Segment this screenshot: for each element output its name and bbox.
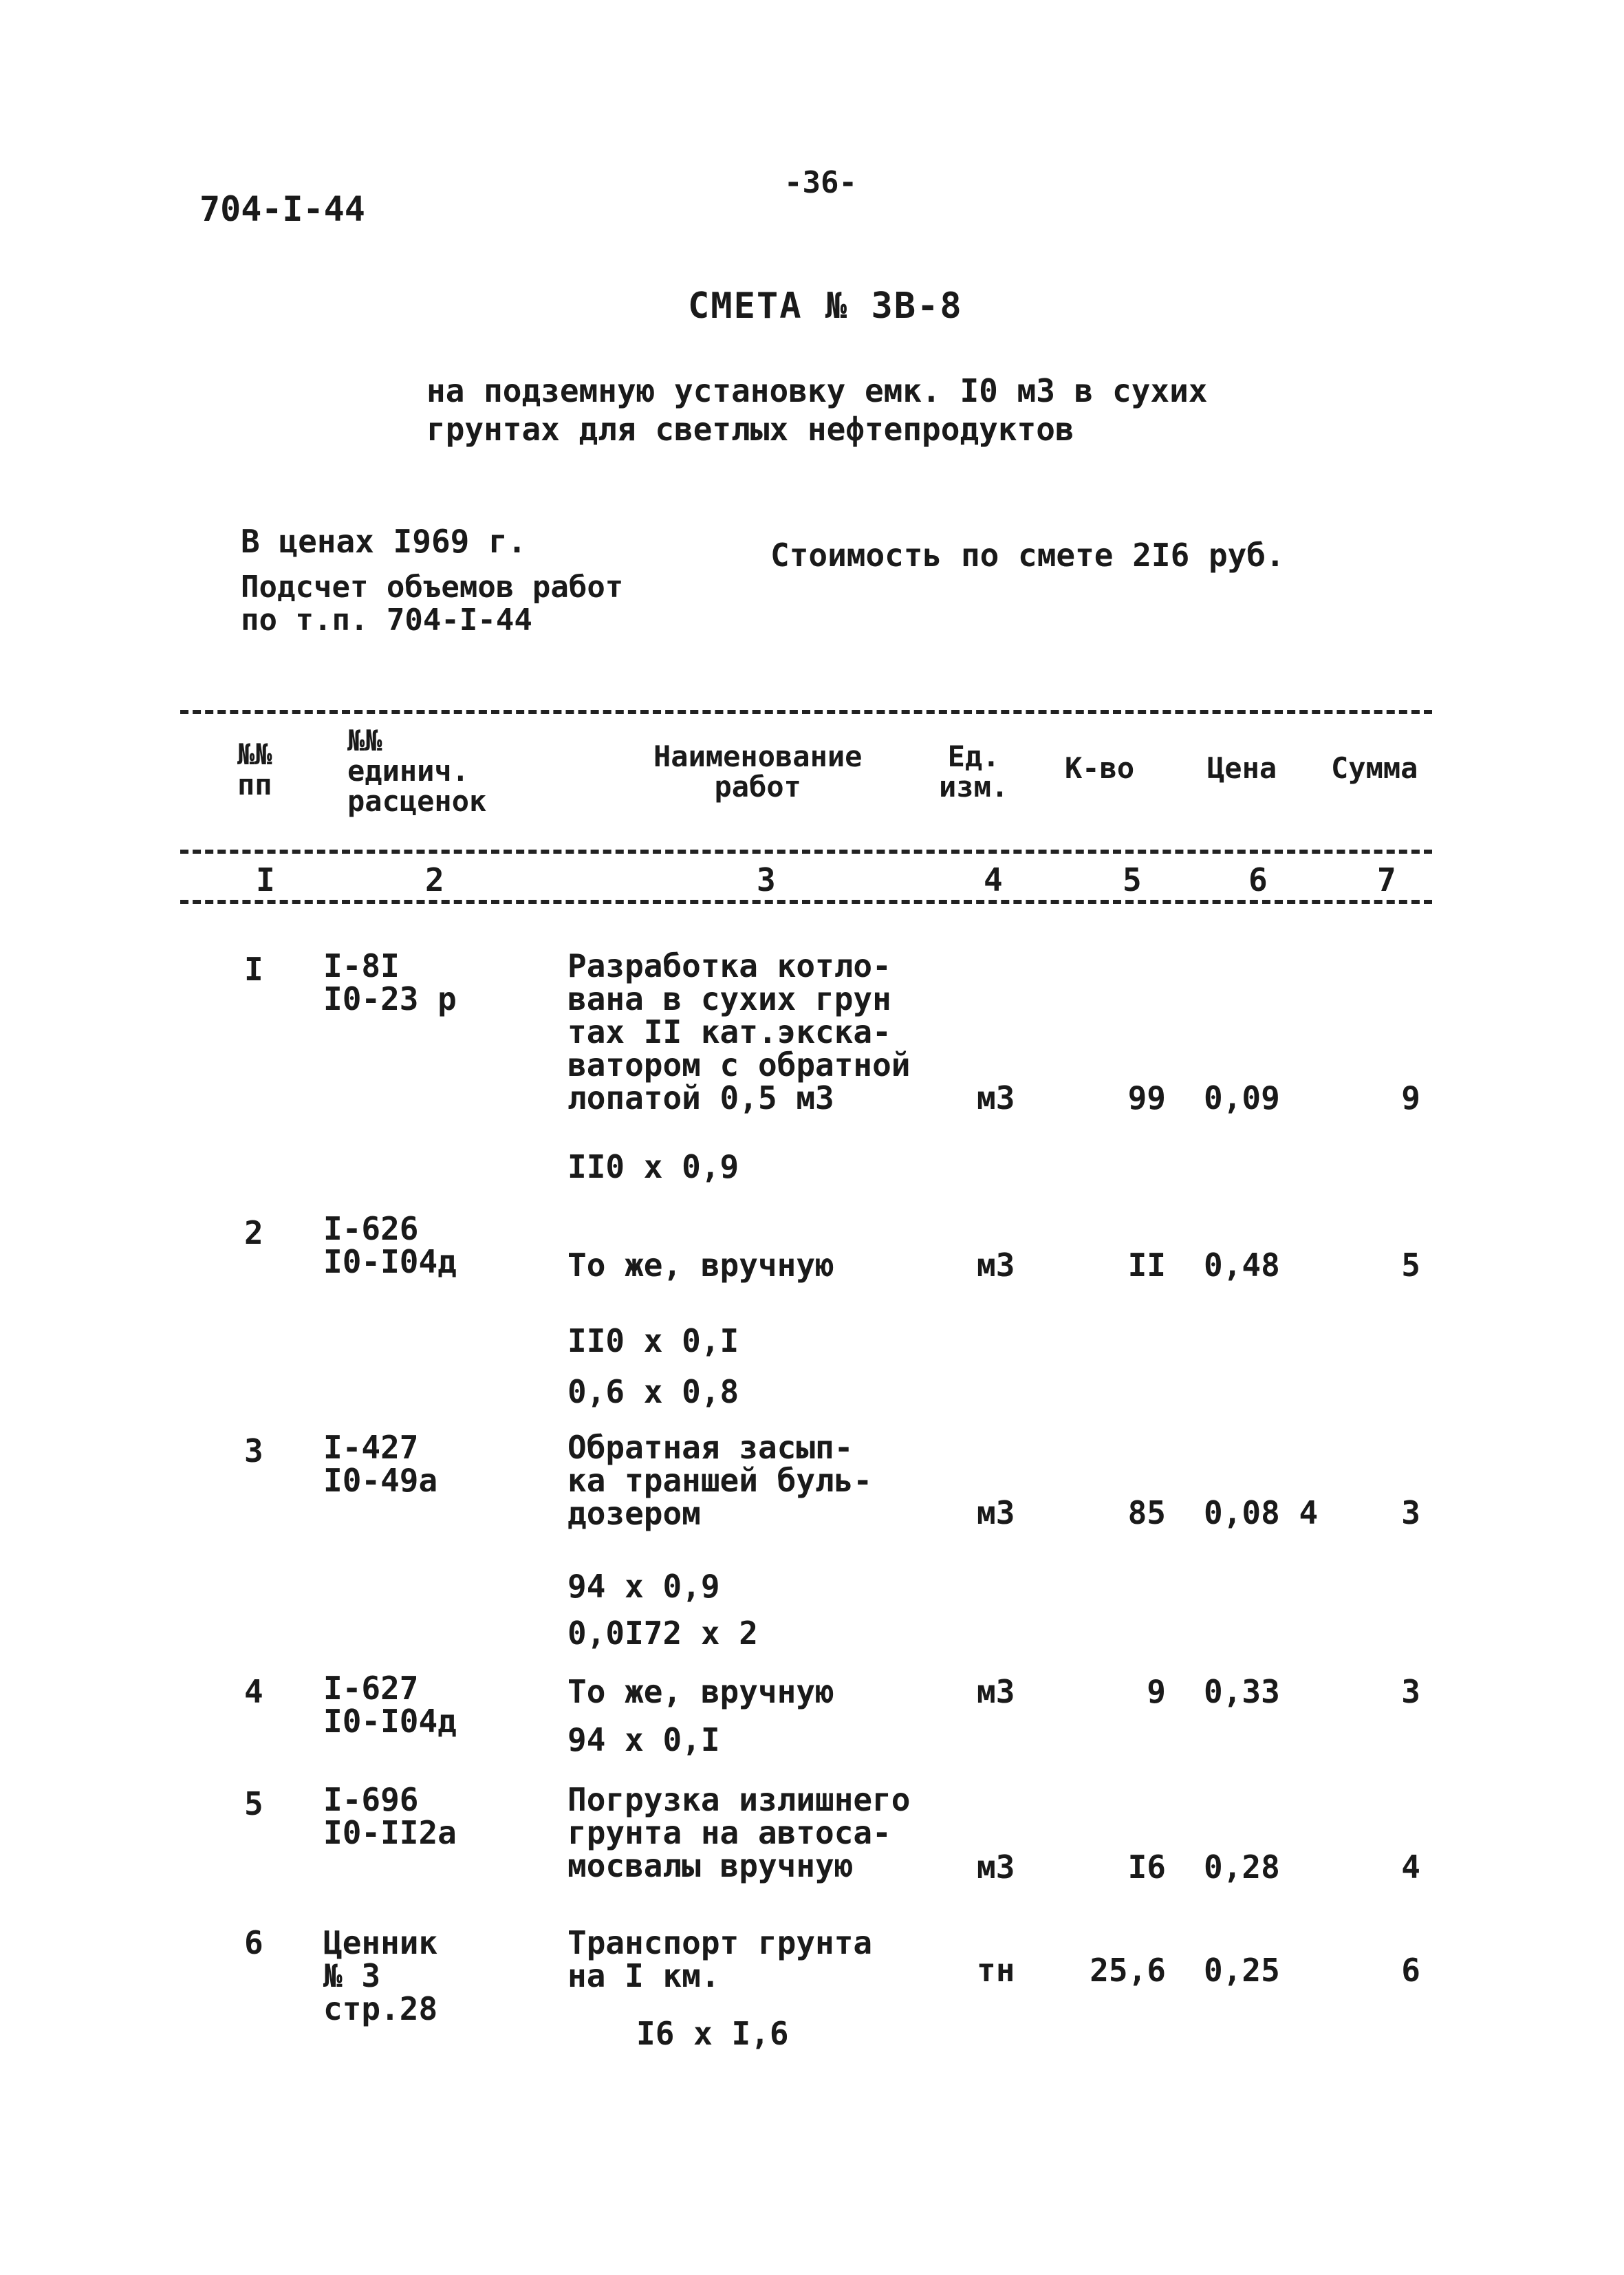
row-sum: 3	[1401, 1494, 1420, 1531]
col-number-4: 4	[984, 861, 1003, 898]
row-unit: тн	[977, 1952, 1015, 1989]
row-sum: 3	[1401, 1673, 1420, 1710]
row-num: 6	[244, 1924, 263, 1961]
row-price: 0,08 4	[1204, 1494, 1319, 1531]
total-cost: Стоимость по смете 2I6 руб.	[770, 537, 1285, 574]
page-number: -36-	[784, 165, 857, 200]
volume-calc-note	[241, 571, 623, 637]
row-code: I-626 I0-I04д	[323, 1210, 457, 1280]
document-title: СМЕТА № 3В-8	[688, 285, 963, 327]
col-header-sum: Сумма	[1331, 751, 1418, 785]
row-name: То же, вручную	[567, 1673, 834, 1710]
col-number-3: 3	[757, 861, 776, 898]
table-top-rule	[180, 710, 1432, 714]
row-name: Транспорт грунта на I км.	[567, 1924, 873, 1994]
row-qty: 9	[1147, 1673, 1166, 1710]
row-unit: м3	[977, 1247, 1015, 1284]
row-sum: 6	[1401, 1952, 1420, 1989]
prices-year: В ценах I969 г.	[241, 523, 527, 560]
row-calc: 94 x 0,I	[567, 1721, 720, 1758]
row-code: I-8I I0-23 р	[323, 947, 457, 1017]
calc-line-1: Подсчет объемов работ	[241, 570, 624, 605]
subtitle-line-2: грунтах для светлых нефтепродуктов	[426, 411, 1074, 448]
col-number-5: 5	[1123, 861, 1142, 898]
row-sum: 4	[1401, 1848, 1420, 1886]
row-sum: 5	[1401, 1247, 1420, 1284]
col-header-name: Наименование работ	[653, 740, 863, 804]
row-code: I-427 I0-49а	[323, 1429, 438, 1499]
row-price: 0,48	[1204, 1247, 1280, 1284]
document-subtitle	[426, 371, 1207, 449]
row-qty: I6	[1127, 1848, 1166, 1886]
row-qty: 25,6	[1090, 1952, 1166, 1989]
col-header-num: №№ пп	[237, 737, 272, 801]
row-code: I-627 I0-I04д	[323, 1670, 457, 1740]
calc-line-2: по т.п. 704-I-44	[241, 603, 532, 638]
row-num: 3	[244, 1432, 263, 1469]
row-name: То же, вручную	[567, 1247, 834, 1284]
row-qty: 99	[1127, 1079, 1166, 1117]
col-number-7: 7	[1377, 861, 1396, 898]
subtitle-line-1: на подземную установку емк. I0 м3 в сухих	[426, 372, 1208, 409]
row-price: 0,33	[1204, 1673, 1280, 1710]
row-num: I	[244, 951, 263, 988]
row-unit: м3	[977, 1494, 1015, 1531]
col-number-2: 2	[425, 861, 444, 898]
col-header-unit: Ед. изм.	[939, 740, 1009, 804]
col-header-qty: К-во	[1065, 751, 1135, 785]
row-calc: I6 x I,6	[636, 2015, 789, 2052]
row-num: 4	[244, 1673, 263, 1710]
col-header-price: Цена	[1207, 751, 1277, 785]
col-header-code: №№ единич. расценок	[347, 724, 487, 818]
row-calc: II0 x 0,I 0,6 x 0,8	[567, 1322, 739, 1410]
row-calc: 94 x 0,9 0,0I72 x 2	[567, 1568, 758, 1652]
row-price: 0,25	[1204, 1952, 1280, 1989]
header-bottom-rule	[180, 900, 1432, 904]
document-code: 704-I-44	[199, 189, 365, 229]
row-qty: II	[1127, 1247, 1166, 1284]
row-num: 2	[244, 1214, 263, 1251]
col-number-6: 6	[1248, 861, 1268, 898]
row-price: 0,09	[1204, 1079, 1280, 1117]
row-code: Ценник № 3 стр.28	[323, 1924, 438, 2027]
row-name: Разработка котло- вана в сухих грун тах II кат.экска- ватором с обратной лопатой 0,5 м3	[567, 947, 911, 1117]
row-unit: м3	[977, 1673, 1015, 1710]
col-number-1: I	[256, 861, 275, 898]
header-mid-rule	[180, 850, 1432, 854]
row-name: Погрузка излишнего грунта на автоса- мосвалы вручную	[567, 1781, 911, 1884]
row-sum: 9	[1401, 1079, 1420, 1117]
row-code: I-696 I0-II2а	[323, 1781, 457, 1851]
row-num: 5	[244, 1785, 263, 1822]
row-unit: м3	[977, 1079, 1015, 1117]
row-price: 0,28	[1204, 1848, 1280, 1886]
row-name: Обратная засып- ка траншей буль- дозером	[567, 1429, 873, 1532]
row-unit: м3	[977, 1848, 1015, 1886]
row-calc: II0 x 0,9	[567, 1148, 739, 1185]
row-qty: 85	[1127, 1494, 1166, 1531]
